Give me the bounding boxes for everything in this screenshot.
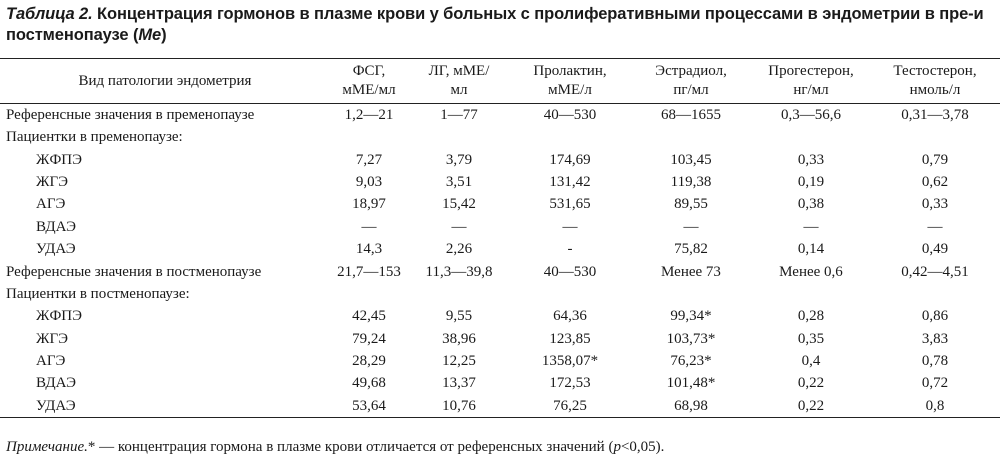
table-cell: 131,42 [549,173,591,190]
table-cell [510,283,630,305]
table-cell: 1358,07* [541,353,599,370]
table-cell: — [683,218,699,235]
table-row [0,104,1000,127]
column-header-lh: ЛГ, мМЕ/ мл [428,63,490,98]
table-cell: 79,24 [352,330,386,347]
column-header-prolactin: Пролактин, мМЕ/л [533,63,607,98]
table-cell: 0,22 [797,397,825,414]
table-cell: 11,3—39,8 [425,263,493,280]
table-cell [408,283,510,305]
table-cell: 0,42—4,51 [901,263,969,280]
table-row [0,283,1000,305]
table-cell: 40—530 [543,107,597,123]
table-cell: 2,26 [445,241,473,258]
column-header-progesterone: Прогестерон, нг/мл [768,63,854,98]
column-header-testosterone: Тестостерон, нмоль/л [893,63,977,98]
row-label: Пациентки в постменопаузе: [6,285,190,302]
table-row [0,238,1000,260]
table-cell: 0,19 [797,173,825,190]
caption-text: Концентрация гормонов в плазме крови у больных с пролиферативными процессами в эндометрии в пре-и постменопаузе ( [6,5,984,44]
table-cell: 119,38 [670,173,712,190]
table-cell: 0,38 [797,196,825,213]
column-header-pathology: Вид патологии эндометрия [78,72,252,89]
table-row [0,305,1000,327]
row-label: ЖФПЭ [36,151,83,168]
table-cell: 76,23* [670,353,712,370]
table-cell: 0,33 [921,196,949,213]
table-cell: 9,55 [445,308,473,325]
row-label: ЖГЭ [36,173,69,190]
table-cell: 0,86 [921,308,949,325]
table-cell: 0,79 [921,151,949,168]
row-label: АГЭ [36,353,66,370]
table-cell: 18,97 [352,196,386,213]
table-cell: 53,64 [352,397,386,414]
table-caption [6,4,998,46]
table-cell: — [803,218,819,235]
table-cell: 1—77 [440,107,478,123]
hormone-table [0,58,1000,418]
table-cell: 0,22 [797,375,825,392]
table-cell: 0,8 [925,397,945,414]
table-cell: 0,28 [797,308,825,325]
table-cell: 15,42 [442,196,476,213]
table-cell [408,126,510,148]
caption-close: ) [161,26,167,44]
table-cell: 75,82 [674,241,708,258]
table-cell: 0,3—56,6 [781,107,841,123]
table-cell [330,126,408,148]
table-row [0,350,1000,372]
table-cell: 13,37 [442,375,476,392]
table-row [0,126,1000,148]
note-text: * — концентрация гормона в плазме крови отличается от референсных значений ( [87,439,614,455]
table-cell: — [562,218,578,235]
table-cell: — [361,218,377,235]
table-cell [752,283,870,305]
row-label: ЖГЭ [36,330,69,347]
row-label: УДАЭ [36,397,76,414]
row-label: Пациентки в пременопаузе: [6,129,183,146]
table-cell: 12,25 [442,353,476,370]
table-cell: 0,72 [921,375,949,392]
column-header-fsh: ФСГ, мМЕ/мл [342,63,396,98]
table-cell: 3,83 [921,330,949,347]
table-cell: 68—1655 [661,107,721,123]
table-cell: 28,29 [352,353,386,370]
row-label: АГЭ [36,196,66,213]
table-cell [330,283,408,305]
table-cell: 103,73* [666,330,716,347]
table-cell: 123,85 [549,330,591,347]
table-cell: 0,35 [797,330,825,347]
note-label: Примечание. [6,439,88,455]
table-cell: 40—530 [543,263,597,280]
table-cell: 1,2—21 [344,107,394,123]
table-row [0,372,1000,394]
table-cell: 0,33 [797,151,825,168]
table-cell: 0,14 [797,241,825,258]
row-label: ВДАЭ [36,218,77,235]
row-label: УДАЭ [36,241,76,258]
table-cell: 10,76 [442,397,476,414]
table-cell: 14,3 [355,241,383,258]
row-label: ВДАЭ [36,375,77,392]
table-cell [752,126,870,148]
table-cell: 101,48* [666,375,716,392]
table-body [0,104,1000,418]
table-row [0,193,1000,215]
table-cell: 3,79 [445,151,473,168]
table-cell: 0,31—3,78 [901,107,969,123]
table-cell: - [567,241,573,258]
table-cell: Менее 73 [661,263,721,280]
caption-abbrev: Me [138,26,162,44]
table-cell [870,283,1000,305]
table-cell: 76,25 [553,397,587,414]
table-cell: 89,55 [674,196,708,213]
table-cell: 0,78 [921,353,949,370]
table-cell: 9,03 [355,173,383,190]
table-cell: 64,36 [553,308,587,325]
table-cell [630,126,752,148]
table-cell: 531,65 [549,196,591,213]
table-row [0,148,1000,170]
table-cell: 68,98 [674,397,708,414]
table-row [0,328,1000,350]
table-row [0,260,1000,282]
header-row [0,59,1000,104]
table-cell: 38,96 [442,330,476,347]
table-cell: Менее 0,6 [779,263,843,280]
table-cell: 0,62 [921,173,949,190]
table-cell: 3,51 [445,173,473,190]
row-label: Референсные значения в постменопаузе [6,263,262,280]
row-label: Референсные значения в пременопаузе [6,107,255,123]
table-cell: 172,53 [549,375,591,392]
table-cell: — [451,218,467,235]
table-cell: — [927,218,943,235]
row-label: ЖФПЭ [36,308,83,325]
table-cell [510,126,630,148]
note-text-end: <0,05). [620,439,665,455]
table-cell: 49,68 [352,375,386,392]
table-cell: 21,7—153 [337,263,401,280]
table-note [6,437,664,457]
table-cell: 42,45 [352,308,386,325]
table-cell: 7,27 [355,151,383,168]
table-cell: 99,34* [670,308,712,325]
table-row [0,395,1000,418]
table-cell [630,283,752,305]
caption-label: Таблица 2. [6,5,93,23]
note-p-symbol: p [613,439,621,455]
table-cell [870,126,1000,148]
table-cell: 103,45 [670,151,712,168]
table-cell: 0,4 [801,353,821,370]
table-cell: 0,49 [921,241,949,258]
table-cell: 174,69 [549,151,591,168]
column-header-estradiol: Эстрадиол, пг/мл [655,63,727,98]
table-row [0,171,1000,193]
table-row [0,216,1000,238]
